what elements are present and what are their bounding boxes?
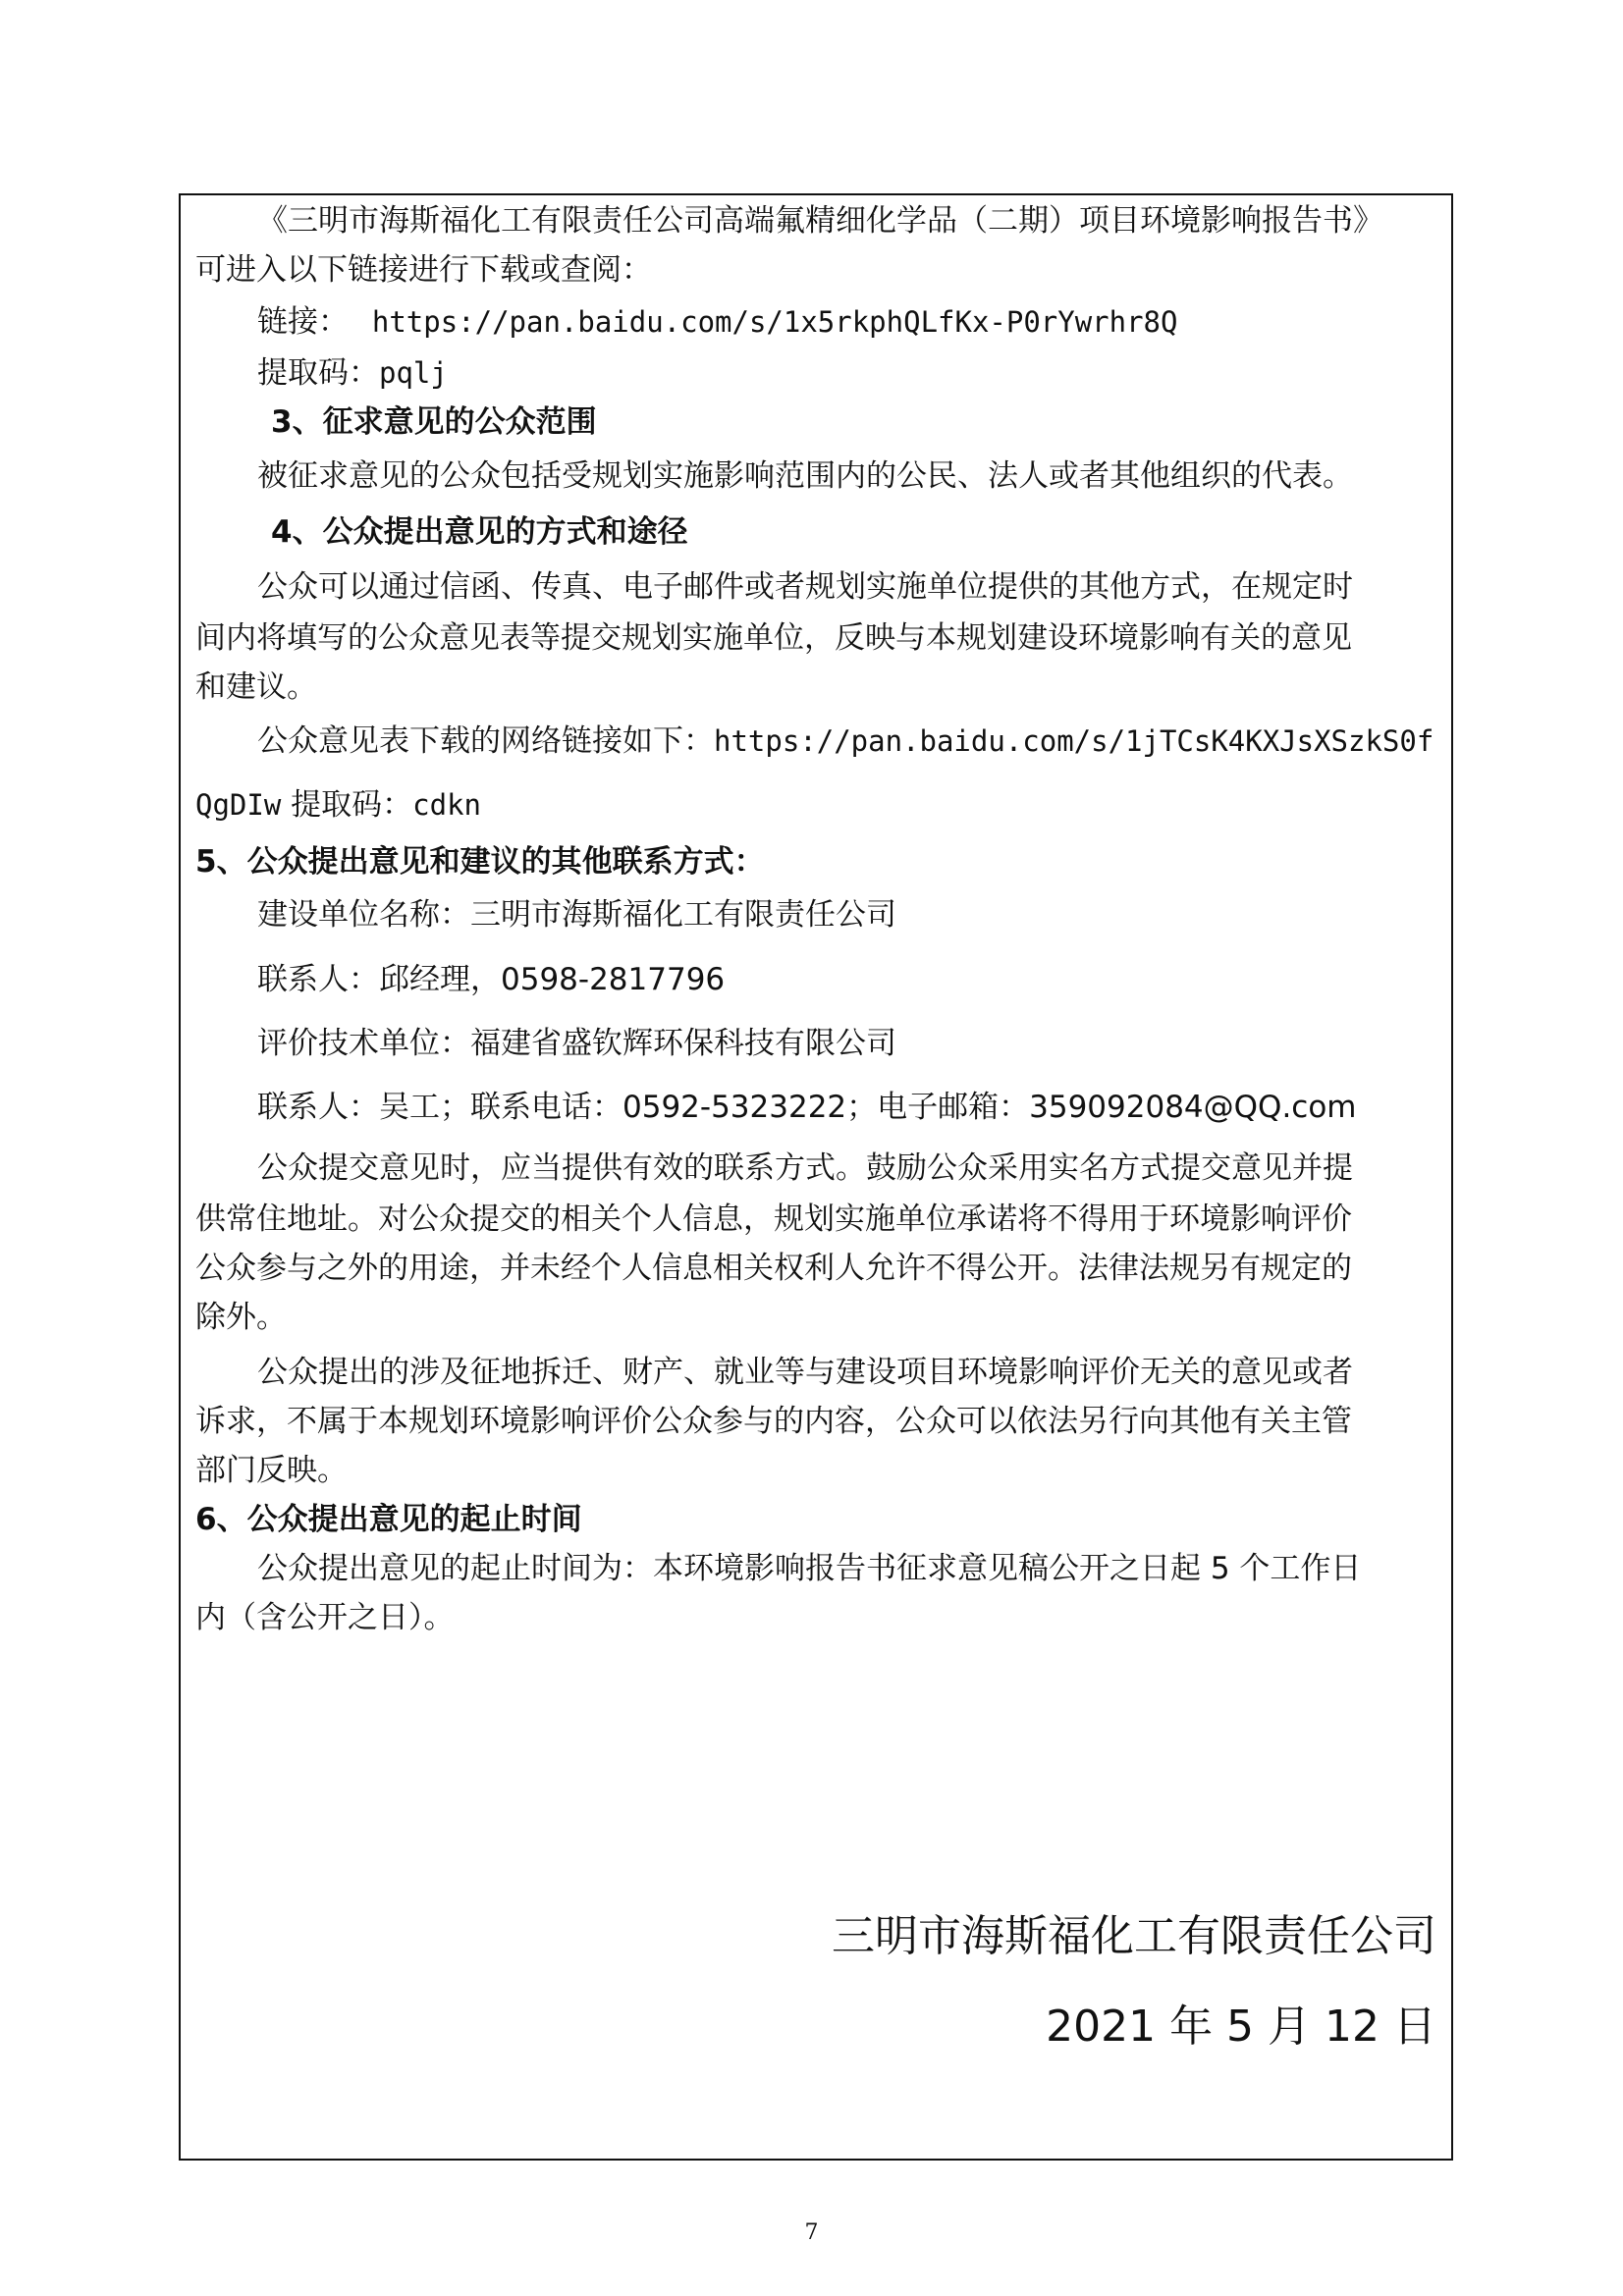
- section3-text: 被征求意见的公众包括受规划实施影响范围内的公民、法人或者其他组织的代表。: [257, 458, 1353, 494]
- report-title-line: 《三明市海斯福化工有限责任公司高端氟精细化学品（二期）项目环境影响报告书》: [257, 203, 1383, 239]
- signature-company: 三明市海斯福化工有限责任公司: [832, 1911, 1436, 1961]
- form-code-label: 提取码：: [281, 787, 413, 823]
- evaluator-contact: 联系人：吴工；联系电话：0592-5323222；电子邮箱：359092084@QQ.com: [257, 1090, 1357, 1125]
- scope-para-line: 部门反映。: [195, 1453, 348, 1488]
- builder-name: 建设单位名称：三明市海斯福化工有限责任公司: [257, 897, 896, 933]
- link-label: 链接：: [257, 304, 349, 340]
- form-link-row: [257, 721, 1434, 761]
- download-link-row: [257, 302, 1177, 342]
- privacy-para-line: 公众参与之外的用途，并未经个人信息相关权利人允许不得公开。法律法规另有规定的: [195, 1251, 1352, 1286]
- extract-code-row: [257, 353, 448, 393]
- privacy-para-line: 除外。: [195, 1300, 287, 1335]
- download-intro: 可进入以下链接进行下载或查阅：: [195, 252, 652, 288]
- code-label: 提取码：: [257, 355, 379, 391]
- section6-line: 内（含公开之日）。: [195, 1600, 455, 1635]
- section5-heading: 5、公众提出意见和建议的其他联系方式：: [195, 844, 765, 880]
- form-code-value: cdkn: [412, 788, 482, 822]
- section4-para-line: 间内将填写的公众意见表等提交规划实施单位，反映与本规划建设环境影响有关的意见: [195, 620, 1352, 656]
- section4-heading: 4、公众提出意见的方式和途径: [271, 514, 688, 550]
- section4-para-line: 和建议。: [195, 669, 317, 705]
- builder-contact: 联系人：邱经理，0598-2817796: [257, 962, 726, 997]
- page-number: 7: [804, 2220, 819, 2245]
- form-download-link[interactable]: https://pan.baidu.com/s/1jTCsK4KXJsXSzkS0f: [714, 724, 1434, 758]
- evaluator-name: 评价技术单位：福建省盛钦辉环保科技有限公司: [257, 1026, 896, 1061]
- form-link-label: 公众意见表下载的网络链接如下：: [257, 723, 714, 759]
- section6-heading: 6、公众提出意见的起止时间: [195, 1502, 582, 1537]
- signature-date: 2021 年 5 月 12 日: [1046, 2002, 1436, 2052]
- privacy-para-line: 公众提交意见时，应当提供有效的联系方式。鼓励公众采用实名方式提交意见并提: [257, 1150, 1353, 1186]
- privacy-para-line: 供常住地址。对公众提交的相关个人信息，规划实施单位承诺将不得用于环境影响评价: [195, 1201, 1352, 1237]
- scope-para-line: 诉求，不属于本规划环境影响评价公众参与的内容，公众可以依法另行向其他有关主管: [195, 1404, 1352, 1439]
- section4-para-line: 公众可以通过信函、传真、电子邮件或者规划实施单位提供的其他方式，在规定时: [257, 569, 1353, 605]
- section6-line: 公众提出意见的起止时间为：本环境影响报告书征求意见稿公开之日起 5 个工作日: [257, 1551, 1362, 1586]
- code-value: pqlj: [379, 356, 448, 390]
- section3-heading: 3、征求意见的公众范围: [271, 404, 597, 440]
- form-download-link-continued[interactable]: QgDIw: [195, 788, 282, 822]
- download-link[interactable]: https://pan.baidu.com/s/1x5rkphQLfKx-P0rYwrhr8Q: [371, 305, 1178, 339]
- scope-para-line: 公众提出的涉及征地拆迁、财产、就业等与建设项目环境影响评价无关的意见或者: [257, 1355, 1353, 1390]
- form-link-row-2: [195, 785, 481, 825]
